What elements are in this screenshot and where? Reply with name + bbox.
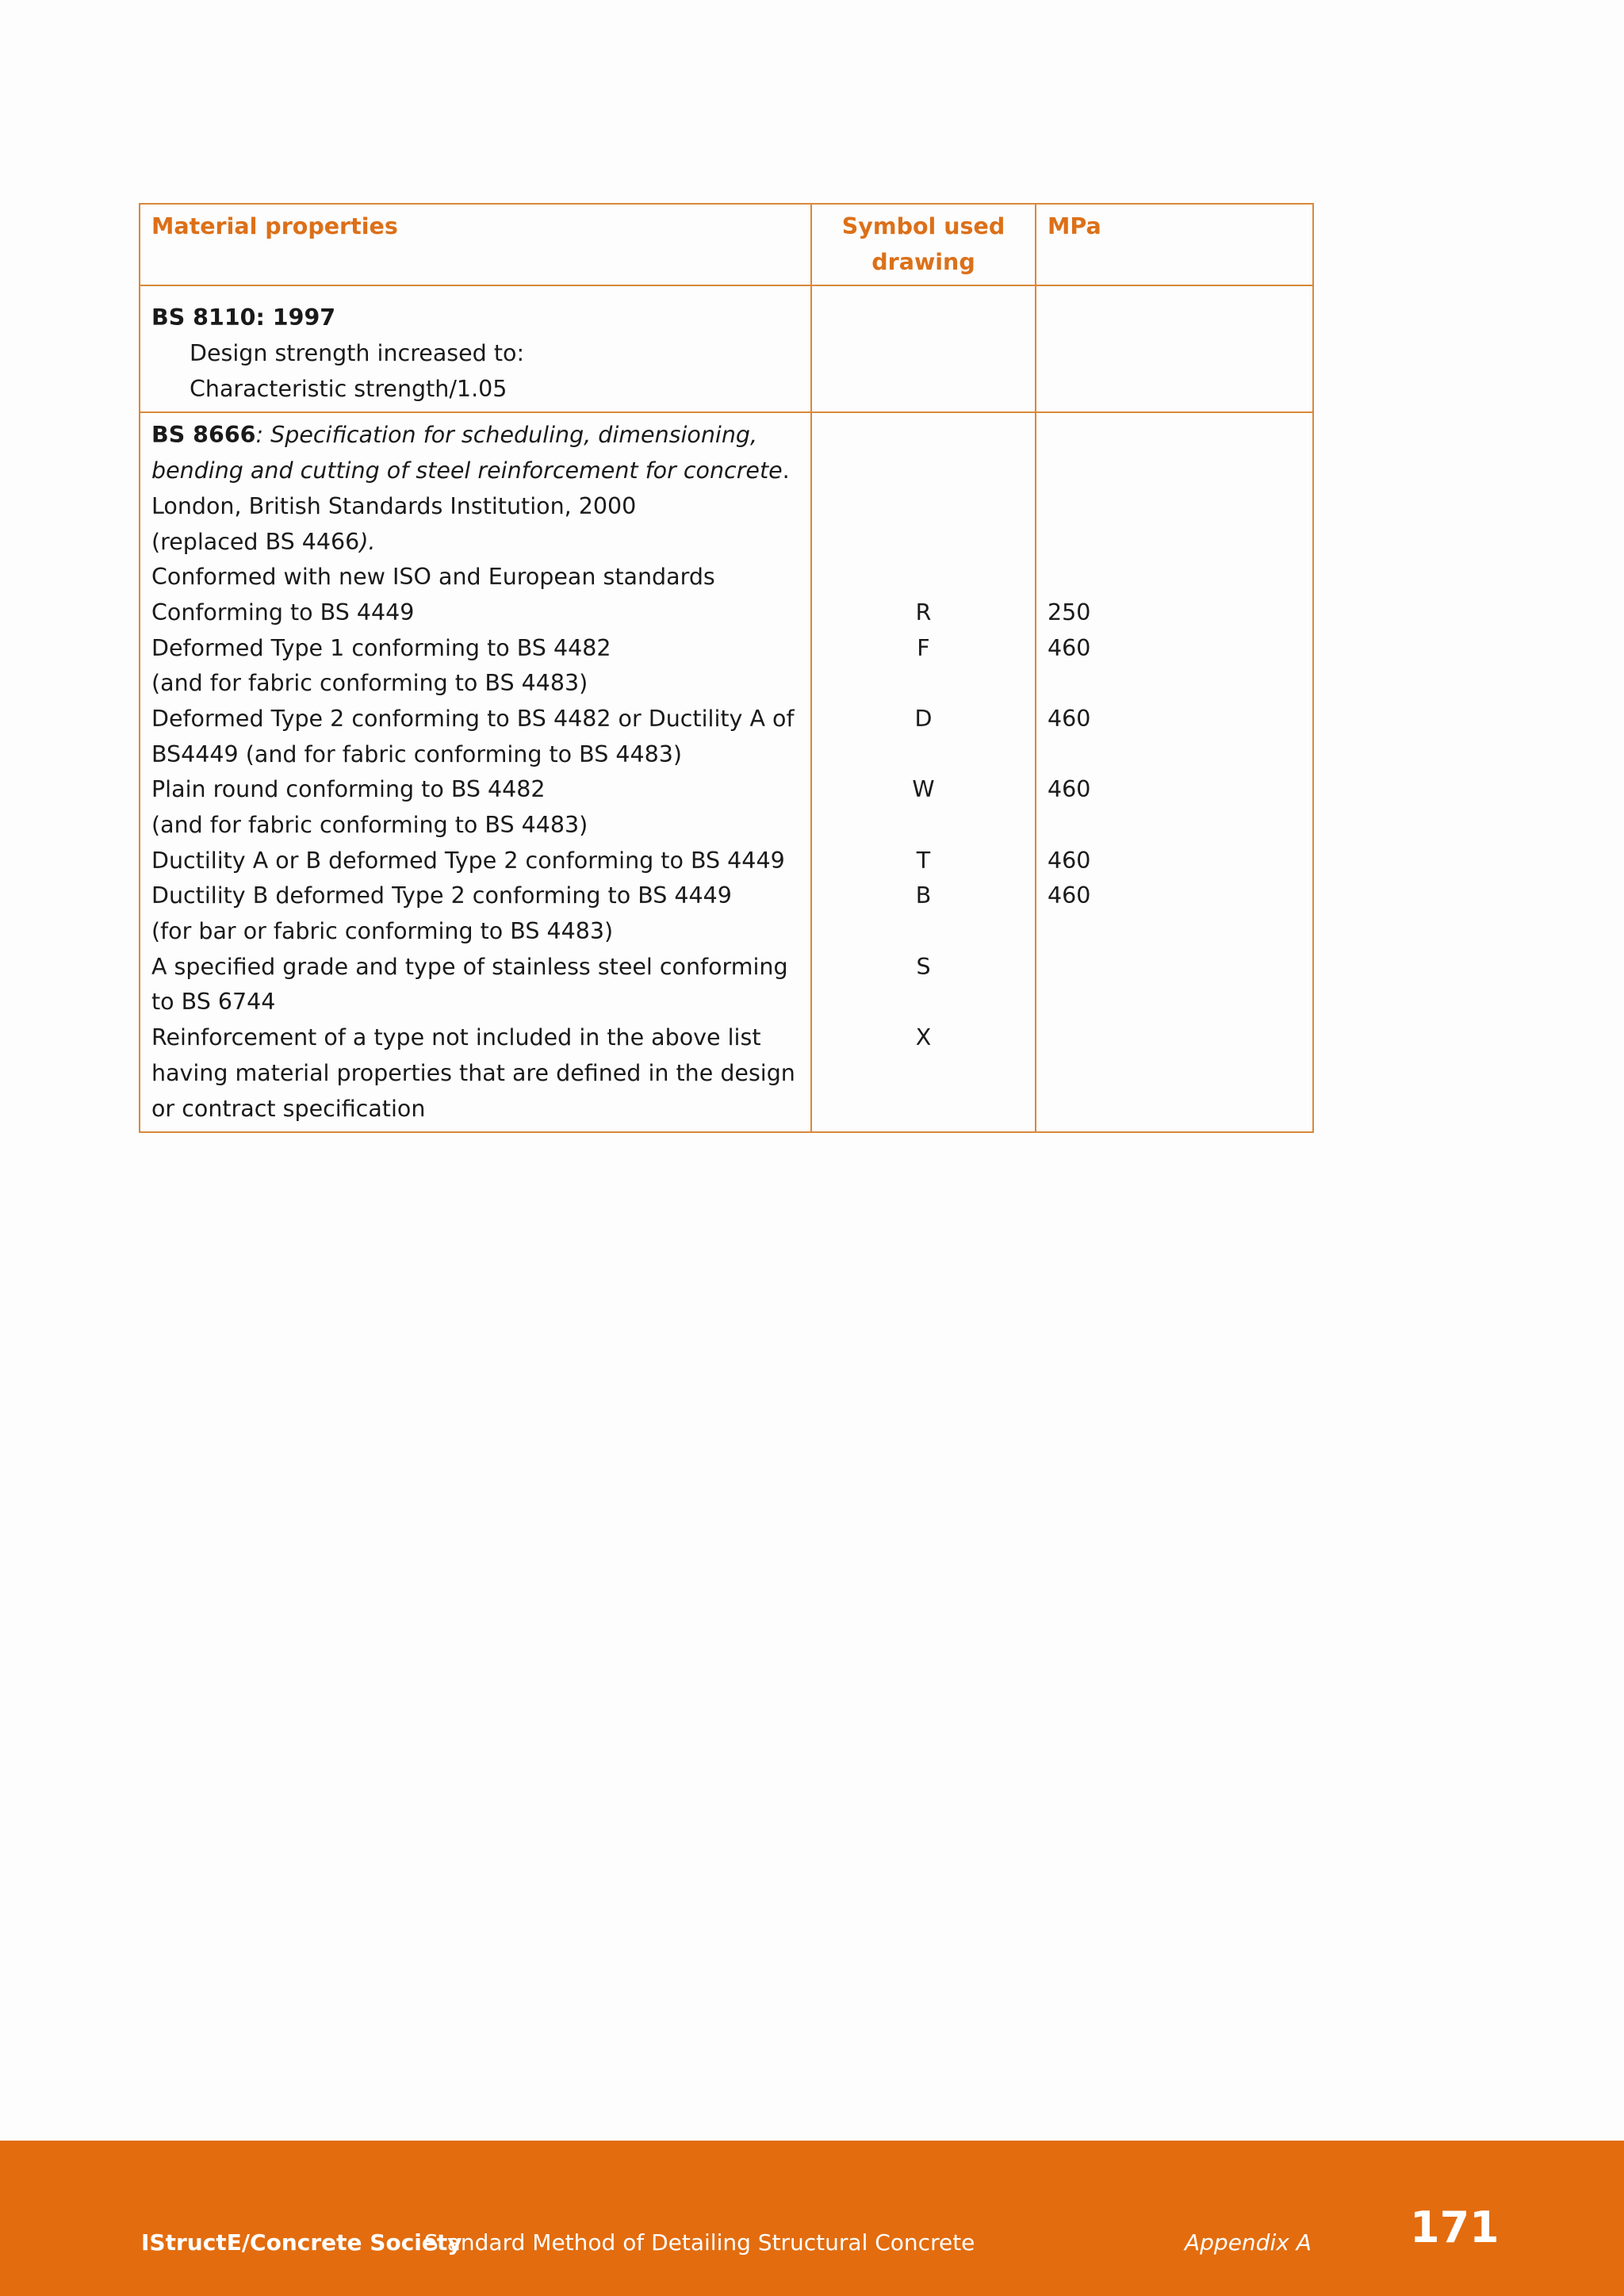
reinforcement-symbol: F xyxy=(917,634,930,661)
bs8666-replaced-a: (replaced BS 4466 xyxy=(151,528,360,555)
bs8666-symbol-cell xyxy=(811,412,1036,1132)
symbol-spacer xyxy=(823,985,1024,1020)
symbol-spacer xyxy=(823,808,1024,844)
reinforcement-description-line: (and for fabric conforming to BS 4483) xyxy=(151,670,588,697)
reinforcement-description-line: Conforming to BS 4449 xyxy=(151,599,415,626)
bs8110-mpa-cell xyxy=(1036,285,1313,412)
symbol-spacer xyxy=(823,737,1024,773)
reinforcement-description-line: Deformed Type 1 conforming to BS 4482 xyxy=(151,634,611,661)
symbol-spacer xyxy=(823,1092,1024,1127)
reinforcement-mpa xyxy=(1048,950,1301,985)
table-row-bs8110 xyxy=(140,285,1313,412)
bs8666-conformed: Conformed with new ISO and European standards xyxy=(151,564,715,591)
header-mpa: MPa xyxy=(1036,204,1313,285)
bs8666-description-cell xyxy=(140,412,811,1132)
bs8110-symbol-cell xyxy=(811,285,1036,412)
footer-organisation: IStructE/Concrete Society xyxy=(141,2229,462,2256)
table-row-bs8666 xyxy=(140,412,1313,1132)
bs8666-replaced-b: ). xyxy=(359,528,376,555)
reinforcement-symbol: B xyxy=(915,882,932,909)
bs8666-spec-part-1: : Specification for scheduling, dimensioning, xyxy=(255,422,758,449)
table-header-row xyxy=(140,204,1313,285)
page-number: 171 xyxy=(1410,2202,1500,2252)
reinforcement-symbol: R xyxy=(915,599,932,626)
reinforcement-description-line: BS4449 (and for fabric conforming to BS 4483) xyxy=(151,740,682,767)
bs8666-title: BS 8666 xyxy=(151,422,256,449)
bs8110-title: BS 8110: 1997 xyxy=(151,304,336,331)
mpa-spacer xyxy=(1048,914,1301,950)
symbol-spacer xyxy=(823,914,1024,950)
reinforcement-symbol: D xyxy=(914,705,933,732)
reinforcement-mpa: 460 xyxy=(1048,882,1091,909)
page-footer xyxy=(0,2141,1624,2296)
header-symbol-line-2: drawing xyxy=(871,248,975,275)
reinforcement-description-line: Deformed Type 2 conforming to BS 4482 or Ductility A of xyxy=(151,705,795,732)
footer-appendix: Appendix A xyxy=(1185,2229,1312,2256)
bs8666-spec-line-2 xyxy=(151,453,799,489)
bs8110-cell xyxy=(140,285,811,412)
reinforcement-description-line: (for bar or fabric conforming to BS 4483) xyxy=(151,918,614,945)
reinforcement-mpa: 250 xyxy=(1048,599,1091,626)
reinforcement-description-line: (and for fabric conforming to BS 4483) xyxy=(151,812,588,838)
header-symbol-used-drawing xyxy=(811,204,1036,285)
reinforcement-symbol: S xyxy=(916,953,931,980)
reinforcement-mpa: 460 xyxy=(1048,847,1091,874)
header-material-properties: Material properties xyxy=(140,204,811,285)
reinforcement-symbol: W xyxy=(912,776,935,803)
bs8110-line-1: Design strength increased to: xyxy=(190,340,525,367)
bs8666-mpa-cell xyxy=(1036,412,1313,1132)
reinforcement-mpa xyxy=(1048,1020,1301,1056)
mpa-spacer xyxy=(1048,1056,1301,1092)
bs8666-spec-part-2: bending and cutting of steel reinforcement for concrete xyxy=(151,457,783,484)
reinforcement-description-line: to BS 6744 xyxy=(151,989,276,1016)
footer-title: Standard Method of Detailing Structural Concrete xyxy=(424,2229,975,2256)
reinforcement-description-line: having material properties that are defined in the design xyxy=(151,1059,795,1086)
mpa-spacer xyxy=(1048,808,1301,844)
header-symbol-line-1: Symbol used xyxy=(841,213,1005,239)
bs8666-replaced xyxy=(151,525,799,561)
reinforcement-mpa: 460 xyxy=(1048,634,1091,661)
reinforcement-symbol: T xyxy=(916,847,931,874)
reinforcement-description-line: Plain round conforming to BS 4482 xyxy=(151,776,546,803)
reinforcement-description-line: Reinforcement of a type not included in the above list xyxy=(151,1024,761,1051)
reinforcement-description-line: Ductility B deformed Type 2 conforming to BS 4449 xyxy=(151,882,732,909)
reinforcement-symbol: X xyxy=(915,1024,932,1051)
mpa-spacer xyxy=(1048,985,1301,1020)
symbol-spacer xyxy=(823,666,1024,702)
reinforcement-description-line: Ductility A or B deformed Type 2 conforming to BS 4449 xyxy=(151,847,785,874)
reinforcement-description-line: or contract specification xyxy=(151,1095,426,1122)
symbol-spacer xyxy=(823,1056,1024,1092)
bs8666-spec-dot: . xyxy=(782,457,790,484)
mpa-spacer xyxy=(1048,737,1301,773)
bs8666-spec-line-1 xyxy=(151,418,799,453)
reinforcement-mpa: 460 xyxy=(1048,705,1091,732)
reinforcement-mpa: 460 xyxy=(1048,776,1091,803)
mpa-spacer xyxy=(1048,666,1301,702)
reinforcement-description-line: A specified grade and type of stainless steel conforming xyxy=(151,953,788,980)
bs8666-publisher: London, British Standards Institution, 2000 xyxy=(151,492,637,519)
bs8110-line-2: Characteristic strength/1.05 xyxy=(190,375,508,402)
mpa-spacer xyxy=(1048,1092,1301,1127)
material-properties-table xyxy=(139,203,1314,1133)
